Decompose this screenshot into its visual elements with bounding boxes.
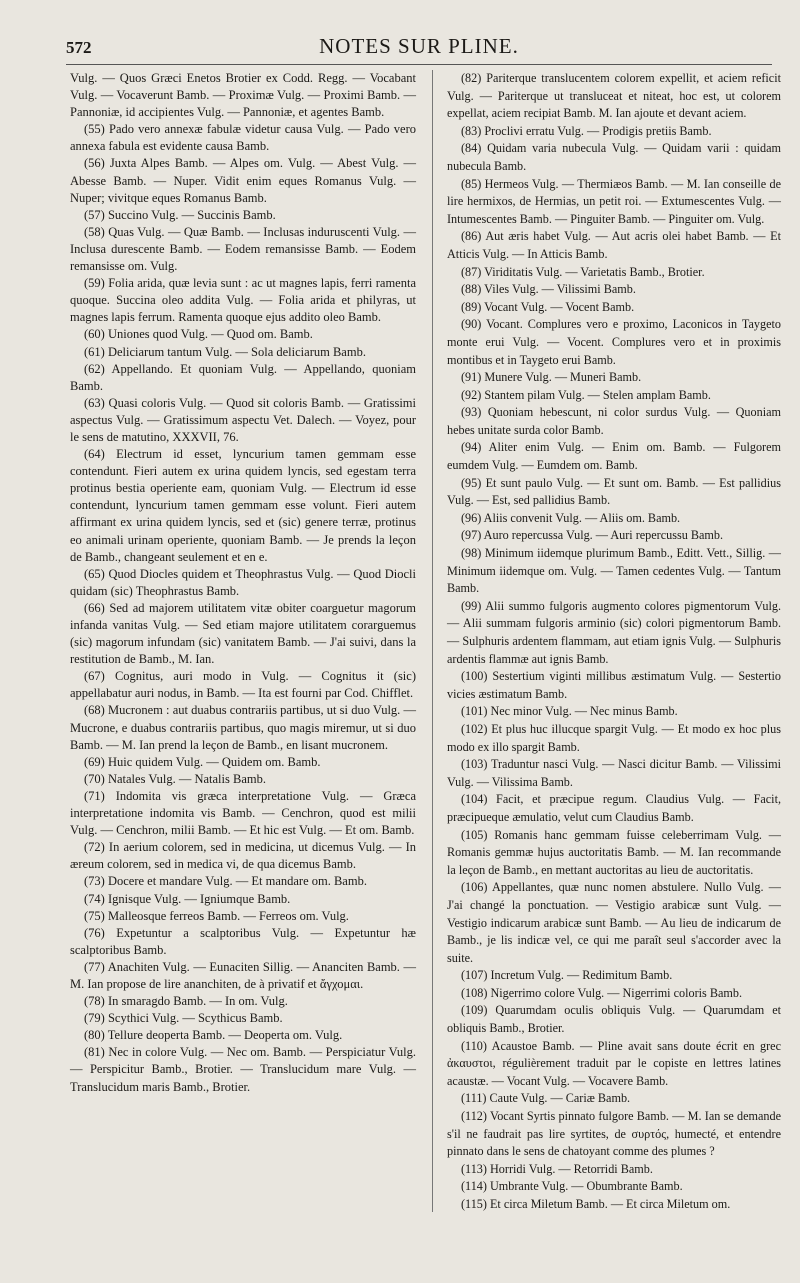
note-entry: (81) Nec in colore Vulg. — Nec om. Bamb. — Perspiciatur Vulg. — Perspicitur Bamb., Brotier. — Translucidum mare Vulg. — Translucidum maris Bamb., Brotier.: [70, 1045, 416, 1094]
note-entry: (60) Uniones quod Vulg. — Quod om. Bamb.: [84, 327, 313, 342]
note-entry: (57) Succino Vulg. — Succinis Bamb.: [84, 207, 276, 222]
note-entry: (88) Viles Vulg. — Vilissimi Bamb.: [461, 282, 636, 297]
note-entry: (70) Natales Vulg. — Natalis Bamb.: [84, 771, 266, 786]
note-entry: (94) Aliter enim Vulg. — Enim om. Bamb. — Fulgorem eumdem Vulg. — Eumdem om. Bamb.: [447, 440, 781, 473]
note-entry: (109) Quarumdam oculis obliquis Vulg. — Quarumdam et obliquis Bamb., Brotier.: [447, 1003, 781, 1036]
note-entry: (97) Auro repercussa Vulg. — Auri repercussu Bamb.: [461, 528, 724, 543]
note-entry: (91) Munere Vulg. — Muneri Bamb.: [461, 370, 642, 385]
note-entry: (89) Vocant Vulg. — Vocent Bamb.: [461, 299, 635, 314]
page-number: 572: [66, 38, 92, 57]
note-entry: (99) Alii summo fulgoris augmento colores pigmentorum Vulg. — Alii summam fulgoris arminio (sic) colori pigmentorum Bamb. — Sulphuris ardentem flammam, aut etiam ignis Vulg. — Sulphuris ardentis flammæ aut ignis Bamb.: [447, 598, 781, 666]
note-entry: (80) Tellure deoperta Bamb. — Deoperta om. Vulg.: [84, 1028, 343, 1043]
note-entry: (104) Facit, et præcipue regum. Claudius Vulg. — Facit, præcipueque æmulatio, velut cum Claudius Bamb.: [447, 792, 781, 824]
note-entry: (105) Romanis hanc gemmam fuisse celeberrimam Vulg. — Romanis gemmæ hujus auctoritatis Bamb. — M. Ian recommande la leçon de Bamb., en mettant auctoritas au lieu de auctoritatis.: [447, 827, 781, 877]
note-entry: (66) Sed ad majorem utilitatem vitæ obiter coarguetur magorum infanda vanitas Vulg. — Sed etiam majore utilitatem corarguemus (sic) magorum infundam (sic) vanitatem Bamb. — J'ai suivi, dans la restitution de Bamb., M. Ian.: [70, 600, 416, 667]
note-entry: (113) Horridi Vulg. — Retorridi Bamb.: [461, 1161, 653, 1176]
left-column: [70, 70, 416, 1096]
note-entry: (72) In aerium colorem, sed in medicina, ut dicemus Vulg. — In æreum colorem, sed in medica vi, de qua dicemus Bamb.: [70, 840, 416, 872]
running-title: NOTES SUR PLINE.: [319, 34, 519, 58]
note-entry: (110) Acaustoe Bamb. — Pline avait sans doute écrit en grec ἀκαυστοι, régulièrement traduit par le copiste en lettres latines acaustæ. — Vocant Vulg. — Vocavere Bamb.: [447, 1038, 781, 1088]
note-entry: (82) Pariterque translucentem colorem expellit, et aciem reficit Vulg. — Pariterque ut transluceat et niteat, hoc est, ut colorem expellat, aciem recipiat Bamb. M. Ian ajoute et devant aciem.: [447, 71, 781, 121]
note-entry: (55) Pado vero annexæ fabulæ videtur causa Vulg. — Pado vero annexa fabula est evidente causa Bamb.: [70, 122, 416, 154]
note-entry: (59) Folia arida, quæ levia sunt : ac ut magnes lapis, ferri ramenta quoque. Succina oleo addita Vulg. — Folia arida et philyras, ut magnes lapis ferrum. Ramenta quoque ejus addito oleo Bamb.: [70, 276, 416, 325]
note-entry: (114) Umbrante Vulg. — Obumbrante Bamb.: [461, 1179, 683, 1194]
note-entry: (98) Minimum iidemque plurimum Bamb., Editt. Vett., Sillig. — Minimum iidemque om. Vulg. — Tamen cedentes Vulg. — Tantum Bamb.: [447, 546, 781, 596]
note-entry: (108) Nigerrimo colore Vulg. — Nigerrimi coloris Bamb.: [461, 985, 742, 1000]
note-entry: Vulg. — Quos Græci Enetos Brotier ex Codd. Regg. — Vocabant Vulg. — Vocaverunt Bamb. — Proximæ Vulg. — Proximi Bamb. — Pannoniæ, id accipientes Vulg. — Pannoniæ, et agentes Bamb.: [70, 71, 416, 120]
note-entry: (85) Hermeos Vulg. — Thermiæos Bamb. — M. Ian conseille de lire hermixos, de Hermias, un petit roi. — Extumescentes Vulg. — Intumescentes Bamb. — Pinguiter Bamb. — Pinguiter om. Vulg.: [447, 176, 781, 226]
note-entry: (77) Anachiten Vulg. — Eunaciten Sillig. — Ananciten Bamb. — M. Ian propose de lire ananchiten, de à privatif et ἄγχομαι.: [70, 959, 416, 991]
note-entry: (56) Juxta Alpes Bamb. — Alpes om. Vulg. — Abest Vulg. — Abesse Bamb. — Nuper. Vidit enim eques Romanus Vulg. — Nuper; vivitque eques Romanus Bamb.: [70, 156, 416, 205]
note-entry: (63) Quasi coloris Vulg. — Quod sit coloris Bamb. — Gratissimi aspectus Vulg. — Gratissimum aspectu Vet. Dalech. — Voyez, pour le sens de matutino, XXXVII, 76.: [70, 395, 416, 444]
note-entry: (58) Quas Vulg. — Quæ Bamb. — Inclusas induruscenti Vulg. — Inclusa durescente Bamb. — Eodem remansisse Bamb. — Eodem remansisse om. Vulg.: [70, 224, 416, 274]
note-entry: (73) Docere et mandare Vulg. — Et mandare om. Bamb.: [84, 874, 367, 889]
note-entry: (78) In smaragdo Bamb. — In om. Vulg.: [84, 994, 288, 1009]
note-entry: (112) Vocant Syrtis pinnato fulgore Bamb. — M. Ian se demande s'il ne faudrait pas lire syrtites, de συρτός, humecté, et entendre pinnato dans le sens de chatoyant comme des plumes ?: [447, 1109, 781, 1159]
page-header: [66, 34, 772, 64]
note-entry: (76) Expetuntur a scalptoribus Vulg. — Expetuntur hæ scalptoribus Bamb.: [70, 925, 416, 957]
note-entry: (75) Malleosque ferreos Bamb. — Ferreos om. Vulg.: [84, 908, 349, 923]
note-entry: (86) Aut æris habet Vulg. — Aut acris olei habet Bamb. — Et Atticis Vulg. — In Atticis Bamb.: [447, 229, 781, 261]
note-entry: (67) Cognitus, auri modo in Vulg. — Cognitus it (sic) appellabatur auri nodus, in Bamb. — Ita est fourni par Cod. Chifflet.: [70, 669, 416, 701]
note-entry: (79) Scythici Vulg. — Scythicus Bamb.: [84, 1011, 283, 1026]
note-entry: (93) Quoniam hebescunt, ni color surdus Vulg. — Quoniam hebes unitate surda color Bamb.: [447, 405, 781, 437]
note-entry: (68) Mucronem : aut duabus contrariis partibus, ut si duo Vulg. — Mucrone, e duabus contrariis partibus, quo magis miremur, ut si duo Bamb. — M. Ian prend la leçon de Bamb., en lisant mucronem.: [70, 703, 416, 752]
note-entry: (87) Viriditatis Vulg. — Varietatis Bamb., Brotier.: [461, 264, 705, 279]
note-entry: (100) Sestertium viginti millibus æstimatum Vulg. — Sestertio vicies æstimatum Bamb.: [447, 669, 781, 701]
note-entry: (103) Traduntur nasci Vulg. — Nasci dicitur Bamb. — Vilissimi Vulg. — Vilissima Bamb.: [447, 757, 781, 789]
note-entry: (96) Aliis convenit Vulg. — Aliis om. Bamb.: [461, 510, 681, 525]
note-entry: (106) Appellantes, quæ nunc nomen abstulere. Nullo Vulg. — J'ai changé la ponctuation. — Vestigio arabicæ sunt Vulg. — Vestigio indicarum arabicæ sunt Bamb. — Au lieu de indicarum de Bamb., je lis indicæ vel, ce qui me paraît seul s'accorder avec la suite.: [447, 880, 781, 965]
note-entry: (92) Stantem pilam Vulg. — Stelen amplam Bamb.: [461, 387, 711, 402]
note-entry: (115) Et circa Miletum Bamb. — Et circa Miletum om.: [461, 1197, 731, 1211]
note-entry: (84) Quidam varia nubecula Vulg. — Quidam varii : quidam nubecula Bamb.: [447, 141, 781, 173]
note-entry: (90) Vocant. Complures vero e proximo, Laconicos in Taygeto monte erui Vulg. — Vocent. Complures vero et in proximis montibus et in Taygeto erui Bamb.: [447, 317, 781, 367]
note-entry: (71) Indomita vis græca interpretatione Vulg. — Græca interpretatione indomita vis Bamb. — Cenchron, quod est milii Vulg. — Cenchron, milii Bamb. — Et hic est Vulg. — Et om. Bamb.: [70, 788, 416, 838]
note-entry: (64) Electrum id esset, lyncurium tamen gemmam esse contendunt. Fieri autem ex urina quidem lyncis, sed egestam terra protinus bestia operiente eam, quoniam Vulg. — Electrum id esse contendunt, lyncurium tamen gemmam esse volunt. Fieri autem affirmant ex urina quidem lyncis, sed et (sic) genere terræ, protinus eo animali urinam operiente, quoniam Bamb. — Je prends la leçon de Bamb., changeant seulement et en e.: [70, 447, 416, 564]
note-entry: (107) Incretum Vulg. — Redimitum Bamb.: [461, 968, 673, 983]
note-entry: (95) Et sunt paulo Vulg. — Et sunt om. Bamb. — Est pallidius Vulg. — Est, sed pallidius Bamb.: [447, 475, 781, 508]
note-entry: (69) Huic quidem Vulg. — Quidem om. Bamb.: [84, 754, 321, 769]
note-entry: (83) Proclivi erratu Vulg. — Prodigis pretiis Bamb.: [461, 123, 712, 138]
note-entry: (111) Caute Vulg. — Cariæ Bamb.: [461, 1091, 631, 1106]
note-entry: (62) Appellando. Et quoniam Vulg. — Appellando, quoniam Bamb.: [70, 361, 416, 393]
header-rule: [66, 64, 772, 65]
note-entry: (61) Deliciarum tantum Vulg. — Sola deliciarum Bamb.: [84, 344, 366, 359]
note-entry: (74) Ignisque Vulg. — Igniumque Bamb.: [84, 891, 291, 906]
note-entry: (101) Nec minor Vulg. — Nec minus Bamb.: [461, 704, 678, 719]
right-column: [447, 70, 781, 1214]
note-entry: (102) Et plus huc illucque spargit Vulg. — Et modo ex hoc plus modo ex illo spargit Bamb.: [447, 721, 781, 754]
column-divider: [432, 70, 433, 1212]
note-entry: (65) Quod Diocles quidem et Theophrastus Vulg. — Quod Diocli quidam (sic) Theophrastus Bamb.: [70, 566, 416, 598]
